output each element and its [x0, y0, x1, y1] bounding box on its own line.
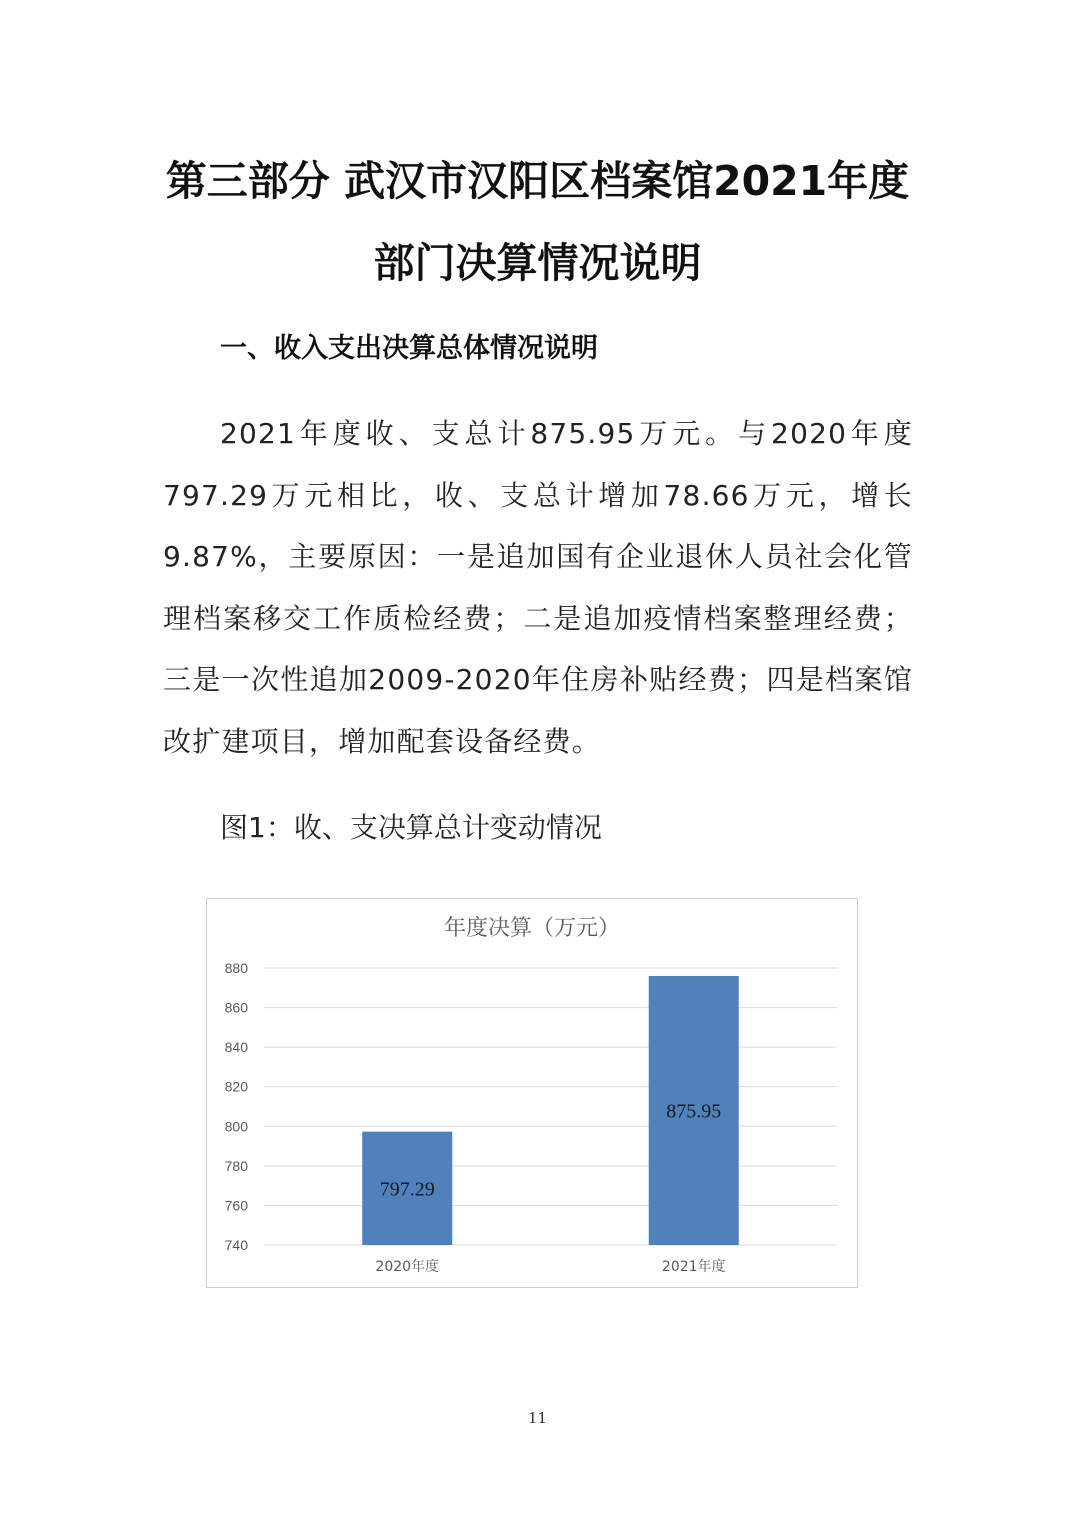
page-number: 11: [527, 1409, 548, 1427]
y-tick-label: 820: [224, 1078, 248, 1095]
chart-bars: [362, 976, 739, 1245]
y-tick-label: 880: [224, 960, 248, 976]
y-tick-label: 800: [224, 1118, 248, 1135]
chart-gridlines: [264, 968, 837, 1245]
chart-title: 年度决算（万元）: [443, 916, 621, 941]
y-tick-label: 840: [224, 1039, 248, 1056]
y-tick-label: 860: [224, 999, 248, 1016]
y-tick-label: 760: [224, 1197, 248, 1214]
x-tick-label: 2021年度: [661, 1259, 726, 1275]
bar-data-label: 797.29: [379, 1178, 435, 1201]
body-paragraph: 2021年度收、支总计875.95万元。与2020年度797.29万元相比，收、支总计增加78.66万元，增长9.87%，主要原因：一是追加国有企业退休人员社会化管理档案移交工作质检经费；二是追加疫情档案整理经费；三是一次性追加2009-2020年住房补贴经费；四是档案馆改扩建项目，增加配套设备经费。: [163, 417, 913, 758]
x-axis-ticks: [375, 1258, 725, 1275]
bar-data-label: 875.95: [666, 1100, 722, 1123]
y-tick-label: 740: [224, 1237, 248, 1253]
y-axis-ticks: [225, 960, 249, 1253]
page-title-line-1: 第三部分 武汉市汉阳区档案馆2021年度: [165, 157, 910, 205]
bar-chart: [206, 898, 858, 1288]
x-tick-label: 2020年度: [375, 1259, 440, 1275]
section-heading: 一、收入支出决算总体情况说明: [220, 333, 598, 364]
chart-canvas: [207, 899, 857, 1287]
figure-caption: 图1：收、支决算总计变动情况: [220, 811, 602, 844]
page-title-line-2: 部门决算情况说明: [373, 239, 702, 287]
y-tick-label: 780: [224, 1157, 248, 1174]
